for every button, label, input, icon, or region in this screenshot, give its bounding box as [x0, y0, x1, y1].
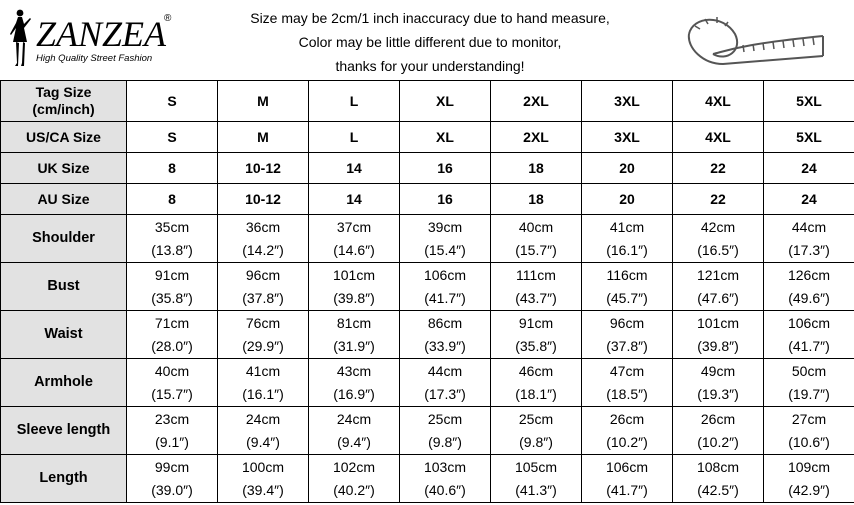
inch-value: (9.1″)	[155, 433, 189, 450]
inch-value: (14.2″)	[242, 241, 284, 258]
cm-value: 40cm	[518, 218, 554, 235]
size-cell: XL	[400, 122, 491, 153]
size-cell: 16	[400, 184, 491, 215]
cm-value: 111cm	[516, 266, 556, 283]
measurement-cell	[309, 311, 400, 359]
inch-value: (17.3″)	[788, 241, 830, 258]
cm-value: 25cm	[427, 410, 463, 427]
measurement-cell	[491, 215, 582, 263]
measurement-cell	[127, 359, 218, 407]
cm-value: 100cm	[241, 458, 285, 475]
measurement-cell	[218, 359, 309, 407]
table-row	[1, 455, 854, 503]
size-cell: XL	[400, 81, 491, 122]
inch-value: (9.8″)	[519, 433, 553, 450]
cm-value: 42cm	[700, 218, 736, 235]
table-row	[1, 407, 854, 455]
measurement-cell	[491, 263, 582, 311]
cm-value: 35cm	[154, 218, 190, 235]
size-cell: 18	[491, 153, 582, 184]
size-cell: 4XL	[673, 81, 764, 122]
measurement-cell	[673, 407, 764, 455]
size-cell: L	[309, 122, 400, 153]
cm-value: 76cm	[245, 314, 281, 331]
measurement-cell	[218, 215, 309, 263]
brand-tagline: High Quality Street Fashion	[36, 53, 153, 64]
size-chart-table	[0, 80, 854, 503]
inch-value: (42.9″)	[788, 481, 830, 498]
cm-value: 106cm	[605, 458, 649, 475]
size-cell: S	[127, 122, 218, 153]
inch-value: (41.7″)	[606, 481, 648, 498]
inch-value: (16.9″)	[333, 385, 375, 402]
cm-value: 91cm	[518, 314, 554, 331]
inch-value: (43.7″)	[515, 289, 557, 306]
notice-line: Size may be 2cm/1 inch inaccuracy due to hand measure,	[250, 10, 610, 26]
measurement-label: Length	[1, 455, 127, 503]
inch-value: (10.2″)	[697, 433, 739, 450]
inch-value: (10.2″)	[606, 433, 648, 450]
inch-value: (19.7″)	[788, 385, 830, 402]
measurement-cell	[582, 407, 673, 455]
inch-value: (9.4″)	[246, 433, 280, 450]
inch-value: (28.0″)	[151, 337, 193, 354]
measurement-cell	[582, 455, 673, 503]
cm-value: 24cm	[245, 410, 281, 427]
measurement-cell	[764, 263, 854, 311]
measurement-cell	[309, 215, 400, 263]
cm-value: 99cm	[154, 458, 190, 475]
inch-value: (35.8″)	[515, 337, 557, 354]
inch-value: (16.1″)	[242, 385, 284, 402]
cm-value: 47cm	[609, 362, 645, 379]
size-cell: 2XL	[491, 122, 582, 153]
measurement-cell	[582, 311, 673, 359]
cm-value: 91cm	[154, 266, 190, 283]
size-cell: 5XL	[764, 122, 854, 153]
cm-value: 103cm	[423, 458, 467, 475]
inch-value: (18.1″)	[515, 385, 557, 402]
measurement-cell	[309, 455, 400, 503]
inch-value: (33.9″)	[424, 337, 466, 354]
measurement-cell	[127, 263, 218, 311]
measurement-cell	[582, 215, 673, 263]
inch-value: (17.3″)	[424, 385, 466, 402]
table-row	[1, 153, 854, 184]
cm-value: 25cm	[518, 410, 554, 427]
notice-line: Color may be little different due to monitor,	[298, 34, 562, 50]
inch-value: (35.8″)	[151, 289, 193, 306]
inch-value: (41.7″)	[424, 289, 466, 306]
cm-value: 86cm	[427, 314, 463, 331]
inch-value: (47.6″)	[697, 289, 739, 306]
inch-value: (39.0″)	[151, 481, 193, 498]
measurement-label: Sleeve length	[1, 407, 127, 455]
size-cell: L	[309, 81, 400, 122]
cm-value: 24cm	[336, 410, 372, 427]
size-cell: 24	[764, 184, 854, 215]
inch-value: (37.8″)	[242, 289, 284, 306]
measurement-cell	[400, 215, 491, 263]
row-label: US/CA Size	[1, 122, 127, 153]
brand-logo	[2, 8, 177, 68]
row-label-line: (cm/inch)	[32, 101, 95, 117]
measurement-cell	[491, 311, 582, 359]
measurement-cell	[764, 455, 854, 503]
table-row	[1, 311, 854, 359]
table-row	[1, 81, 854, 122]
inch-value: (42.5″)	[697, 481, 739, 498]
inch-value: (10.6″)	[788, 433, 830, 450]
cm-value: 40cm	[154, 362, 190, 379]
measurement-cell	[400, 407, 491, 455]
size-cell: 3XL	[582, 81, 673, 122]
table-row	[1, 359, 854, 407]
cm-value: 49cm	[700, 362, 736, 379]
row-label-line: Tag Size	[35, 84, 92, 100]
cm-value: 44cm	[427, 362, 463, 379]
measurement-cell	[582, 359, 673, 407]
size-notice	[200, 6, 660, 78]
measurement-cell	[764, 359, 854, 407]
measurement-cell	[218, 455, 309, 503]
cm-value: 44cm	[791, 218, 827, 235]
measurement-cell	[764, 311, 854, 359]
inch-value: (31.9″)	[333, 337, 375, 354]
inch-value: (49.6″)	[788, 289, 830, 306]
size-cell: 22	[673, 153, 764, 184]
size-cell: S	[127, 81, 218, 122]
registered-mark: ®	[164, 13, 172, 24]
inch-value: (39.4″)	[242, 481, 284, 498]
measurement-cell	[673, 455, 764, 503]
cm-value: 106cm	[423, 266, 467, 283]
measurement-cell	[673, 263, 764, 311]
measurement-cell	[400, 359, 491, 407]
size-cell: 2XL	[491, 81, 582, 122]
cm-value: 101cm	[332, 266, 376, 283]
table-row	[1, 215, 854, 263]
measurement-cell	[673, 359, 764, 407]
size-cell: 3XL	[582, 122, 673, 153]
measurement-cell	[218, 263, 309, 311]
size-cell: 14	[309, 153, 400, 184]
cm-value: 23cm	[154, 410, 190, 427]
measurement-cell	[309, 359, 400, 407]
table-row	[1, 263, 854, 311]
inch-value: (39.8″)	[333, 289, 375, 306]
size-cell: 20	[582, 153, 673, 184]
measurement-cell	[491, 359, 582, 407]
measurement-cell	[582, 263, 673, 311]
inch-value: (15.4″)	[424, 241, 466, 258]
cm-value: 126cm	[787, 266, 831, 283]
inch-value: (39.8″)	[697, 337, 739, 354]
row-label: UK Size	[1, 153, 127, 184]
inch-value: (19.3″)	[697, 385, 739, 402]
cm-value: 39cm	[427, 218, 463, 235]
cm-value: 43cm	[336, 362, 372, 379]
cm-value: 109cm	[787, 458, 831, 475]
cm-value: 41cm	[609, 218, 645, 235]
table-row	[1, 122, 854, 153]
cm-value: 101cm	[696, 314, 740, 331]
measurement-cell	[764, 215, 854, 263]
inch-value: (18.5″)	[606, 385, 648, 402]
measurement-cell	[218, 407, 309, 455]
header	[0, 0, 854, 80]
cm-value: 108cm	[696, 458, 740, 475]
inch-value: (15.7″)	[515, 241, 557, 258]
inch-value: (40.2″)	[333, 481, 375, 498]
measurement-cell	[400, 455, 491, 503]
size-cell: M	[218, 81, 309, 122]
cm-value: 105cm	[514, 458, 558, 475]
inch-value: (16.5″)	[697, 241, 739, 258]
size-cell: 20	[582, 184, 673, 215]
measurement-cell	[218, 311, 309, 359]
table-row	[1, 184, 854, 215]
inch-value: (16.1″)	[606, 241, 648, 258]
inch-value: (40.6″)	[424, 481, 466, 498]
row-label	[1, 81, 127, 122]
size-cell: 4XL	[673, 122, 764, 153]
size-cell: 24	[764, 153, 854, 184]
cm-value: 116cm	[606, 266, 648, 283]
cm-value: 121cm	[696, 266, 740, 283]
cm-value: 26cm	[609, 410, 645, 427]
size-cell: 14	[309, 184, 400, 215]
inch-value: (9.8″)	[428, 433, 462, 450]
size-cell: 16	[400, 153, 491, 184]
cm-value: 37cm	[336, 218, 372, 235]
measurement-cell	[127, 455, 218, 503]
measurement-cell	[309, 407, 400, 455]
notice-line: thanks for your understanding!	[335, 58, 525, 74]
measurement-label: Armhole	[1, 359, 127, 407]
row-label: AU Size	[1, 184, 127, 215]
cm-value: 102cm	[332, 458, 376, 475]
cm-value: 41cm	[245, 362, 281, 379]
brand-name: ZANZEA	[36, 14, 167, 54]
size-cell: 10-12	[218, 184, 309, 215]
size-cell: 8	[127, 153, 218, 184]
cm-value: 106cm	[787, 314, 831, 331]
inch-value: (9.4″)	[337, 433, 371, 450]
measuring-tape-icon	[683, 4, 833, 74]
woman-silhouette-icon	[2, 8, 36, 70]
measurement-cell	[400, 263, 491, 311]
cm-value: 27cm	[791, 410, 827, 427]
inch-value: (29.9″)	[242, 337, 284, 354]
measurement-cell	[127, 215, 218, 263]
cm-value: 36cm	[245, 218, 281, 235]
size-cell: 10-12	[218, 153, 309, 184]
inch-value: (15.7″)	[151, 385, 193, 402]
size-cell: 22	[673, 184, 764, 215]
size-cell: 8	[127, 184, 218, 215]
size-cell: 18	[491, 184, 582, 215]
cm-value: 96cm	[245, 266, 281, 283]
measurement-cell	[491, 407, 582, 455]
size-cell: 5XL	[764, 81, 854, 122]
cm-value: 26cm	[700, 410, 736, 427]
cm-value: 46cm	[518, 362, 554, 379]
measurement-cell	[127, 407, 218, 455]
cm-value: 71cm	[154, 314, 190, 331]
measurement-label: Waist	[1, 311, 127, 359]
measurement-cell	[673, 311, 764, 359]
cm-value: 50cm	[791, 362, 827, 379]
inch-value: (37.8″)	[606, 337, 648, 354]
inch-value: (13.8″)	[151, 241, 193, 258]
inch-value: (45.7″)	[606, 289, 648, 306]
measurement-cell	[491, 455, 582, 503]
measurement-cell	[400, 311, 491, 359]
measurement-cell	[127, 311, 218, 359]
measurement-label: Shoulder	[1, 215, 127, 263]
cm-value: 81cm	[336, 314, 372, 331]
cm-value: 96cm	[609, 314, 645, 331]
measurement-cell	[764, 407, 854, 455]
measurement-label: Bust	[1, 263, 127, 311]
inch-value: (14.6″)	[333, 241, 375, 258]
measurement-cell	[673, 215, 764, 263]
inch-value: (41.3″)	[515, 481, 557, 498]
measurement-cell	[309, 263, 400, 311]
inch-value: (41.7″)	[788, 337, 830, 354]
size-cell: M	[218, 122, 309, 153]
